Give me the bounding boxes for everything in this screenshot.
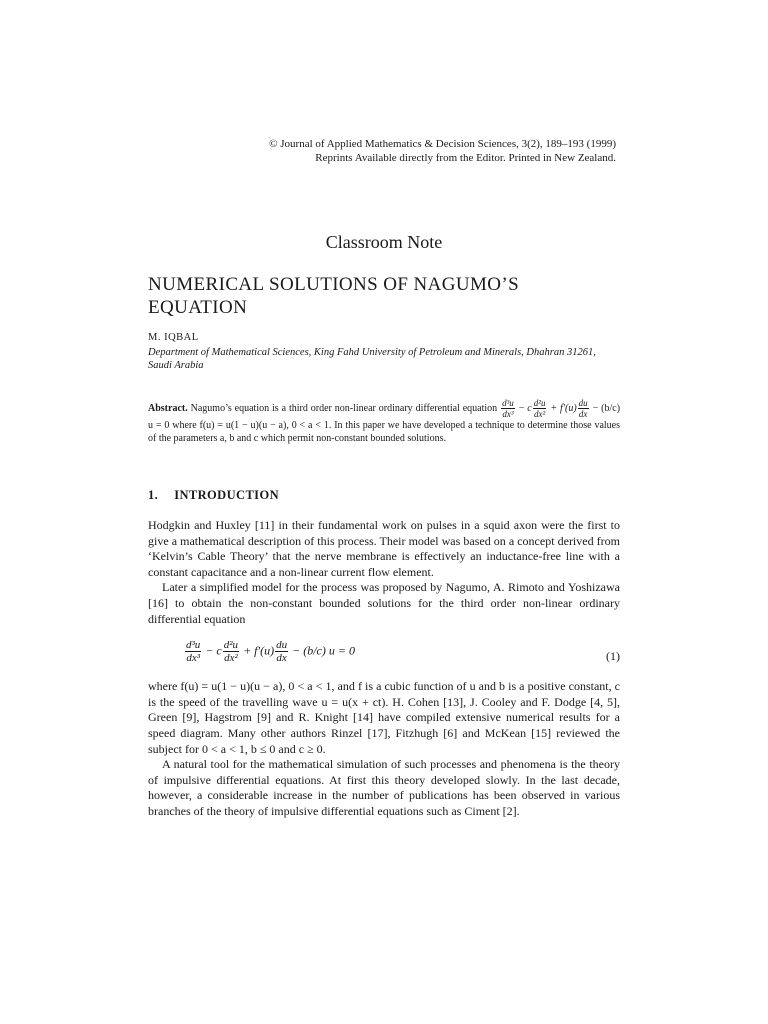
body-text xyxy=(148,518,620,820)
author-name: M. IQBAL xyxy=(148,332,199,343)
journal-header xyxy=(269,137,616,165)
author-affiliation: Department of Mathematical Sciences, King Fahd University of Petroleum and Minerals, Dhahran 31261, Saudi Arabia xyxy=(148,347,596,371)
title-line-2: EQUATION xyxy=(148,297,248,318)
paper-title xyxy=(148,273,628,319)
equation-body xyxy=(184,639,355,664)
fraction-denominator: dx xyxy=(578,409,588,419)
equation-number: (1) xyxy=(606,649,620,664)
fraction-denominator: dx³ xyxy=(502,409,514,419)
fraction-denominator: dx² xyxy=(224,652,238,665)
abstract-f-prime: + f′(u) xyxy=(550,402,577,414)
eq-fraction-du xyxy=(275,639,288,664)
abstract-fraction-d2u xyxy=(533,398,547,419)
fraction-denominator: dx² xyxy=(534,409,546,419)
fraction-numerator: d²u xyxy=(533,398,546,408)
abstract-minus: − xyxy=(518,402,525,414)
fraction-numerator: du xyxy=(276,639,288,652)
title-line-1: NUMERICAL SOLUTIONS OF NAGUMO’S xyxy=(148,274,520,295)
reprint-notice: Reprints Available directly from the Editor. Printed in New Zealand. xyxy=(315,152,616,164)
abstract-fraction-d3u xyxy=(501,398,515,419)
journal-citation: © Journal of Applied Mathematics & Decision Sciences, 3(2), 189–193 (1999) xyxy=(269,138,616,150)
fraction-denominator: dx³ xyxy=(186,652,200,665)
paragraph-2: Later a simplified model for the process was proposed by Nagumo, A. Rimoto and Yoshizawa [16] to obtain the non-constant bounded solutions for the third order non-linear ordinary differential equation xyxy=(148,580,620,626)
fraction-numerator: du xyxy=(578,398,588,408)
abstract-text-1: Nagumo’s equation is a third order non-linear ordinary differential equation xyxy=(190,402,498,414)
eq-op-1: − c xyxy=(205,643,222,658)
eq-tail: − (b/c) u = 0 xyxy=(292,643,355,658)
paragraph-3: where f(u) = u(1 − u)(u − a), 0 < a < 1, and f is a cubic function of u and b is a positive constant, c is the speed of the travelling wave u = u(x + ct). H. Cohen [13], J. Cooley and F. Dodge [4, 5], Green [9], Hagstrom [9] and R. Knight [14] have compiled extensive numerical results for a speed diagram. Many other authors Rinzel [17], Fitzhugh [6] and McKean [15] reviewed the subject for 0 < a < 1, b ≤ 0 and c ≥ 0. xyxy=(148,679,620,756)
abstract-c: c xyxy=(527,402,532,414)
paragraph-1: Hodgkin and Huxley [11] in their fundamental work on pulses in a squid axon were the first to give a mathematical description of this process. Their model was based on a concept derived from ‘Kelvin’s Cable Theory’ that the nerve membrane is effectively an inductance-free line with a constant capacitance and a non-linear current flow element. xyxy=(148,518,620,579)
equation-1 xyxy=(148,635,620,673)
paragraph-4: A natural tool for the mathematical simulation of such processes and phenomena is the theory of impulsive differential equations. At first this theory developed slowly. In the last decade, however, a considerable increase in the number of publications has been observed in various branches of the theory of impulsive differential equations such as Ciment [2]. xyxy=(148,757,620,818)
eq-fraction-d2u xyxy=(223,639,239,664)
fraction-denominator: dx xyxy=(276,652,287,665)
abstract-fraction-du xyxy=(578,398,589,419)
abstract xyxy=(148,398,620,445)
abstract-text-2: − (b/c) u = 0 where f(u) = u(1 − u)(u − a), 0 < a < 1. In this paper we have developed a technique to determine those values of the parameters a, b and c which permit non-constant bounded solutions. xyxy=(148,402,621,444)
eq-fraction-d3u xyxy=(185,639,201,664)
section-title: INTRODUCTION xyxy=(174,488,279,502)
note-type-label: Classroom Note xyxy=(325,232,443,252)
eq-op-2: + f′(u) xyxy=(243,643,275,658)
section-number: 1. xyxy=(148,488,159,502)
fraction-numerator: d³u xyxy=(502,398,514,408)
section-heading xyxy=(148,488,279,503)
abstract-label: Abstract. xyxy=(148,402,188,414)
fraction-numerator: d²u xyxy=(223,639,239,652)
fraction-numerator: d³u xyxy=(186,639,201,652)
